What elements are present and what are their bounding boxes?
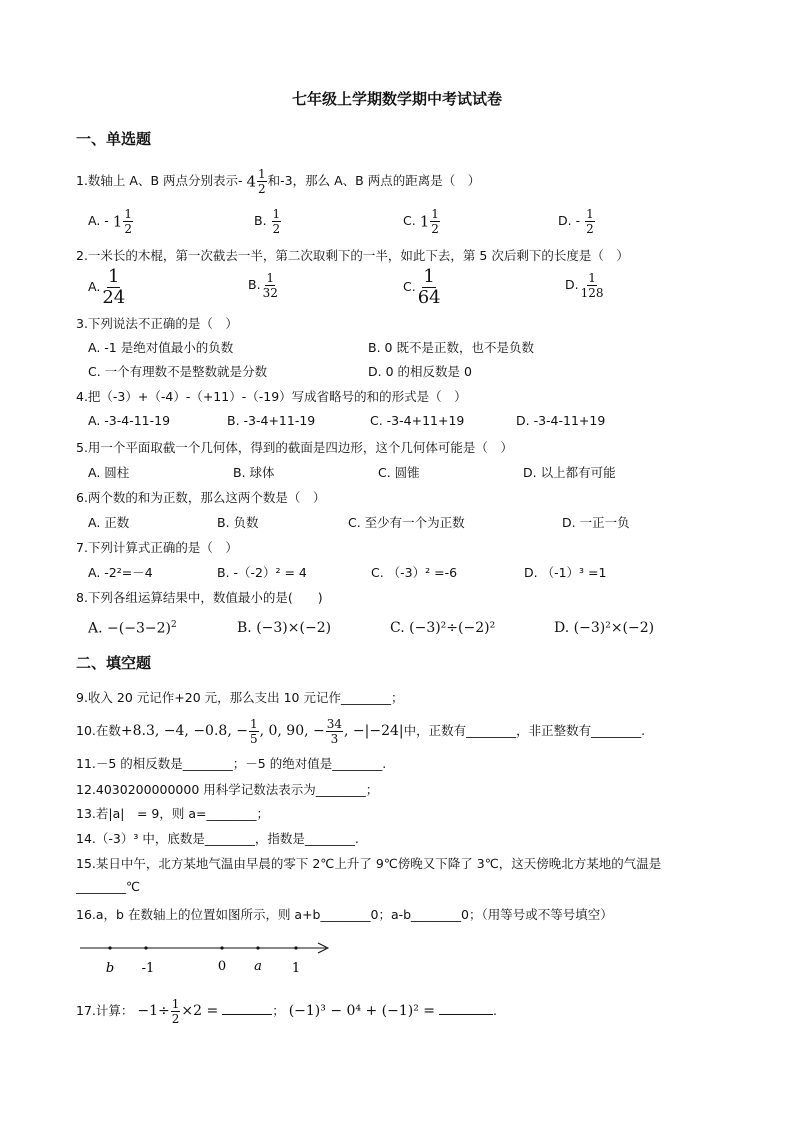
q4-option-b[interactable]: B. -3-4+11-19 [227, 413, 316, 428]
question-10: 10.在数+8.3, −4, −0.8, − $\frac{1}{5}$ , 0, 90, − $\frac{34}{3}$ , −|−24|中，正数有________，非正整数有________. [76, 717, 646, 746]
q2-option-a[interactable]: A. $\frac{1}{24}$ [88, 266, 126, 308]
number-line [76, 934, 346, 980]
q8-option-d[interactable]: D. (−3)²×(−2) [554, 620, 655, 636]
q7-option-a[interactable]: A. -2²=－4 [88, 565, 153, 580]
question-1 [76, 168, 480, 195]
question-5: 5.用一个平面取截一个几何体，得到的截面是四边形，这个几何体可能是（ ） [76, 440, 513, 455]
q1-whole: 4 [246, 172, 257, 191]
point-0 [220, 946, 223, 949]
q3-option-b[interactable]: B. 0 既不是正数，也不是负数 [368, 340, 534, 355]
q17-blank-1[interactable] [222, 1002, 272, 1015]
q1-option-d[interactable]: D. - $\frac{1}{2}$ [558, 207, 594, 236]
question-13: 13.若|a| = 9，则 a=________； [76, 806, 269, 821]
q2-option-b[interactable]: B. $\frac{1}{32}$ [248, 271, 278, 300]
q5-option-a[interactable]: A. 圆柱 [88, 465, 130, 480]
label-a: a [254, 959, 262, 974]
question-6: 6.两个数的和为正数，那么这两个数是（ ） [76, 490, 326, 505]
q17-blank-2[interactable] [439, 1002, 493, 1015]
question-17: 17.计算： −1÷ $\frac{1}{2}$ ×2 = ； (−1)³ − 0⁴ + (−1)² = . [76, 997, 497, 1026]
label-0: 0 [217, 959, 227, 974]
q7-option-b[interactable]: B. -（-2）² = 4 [217, 565, 307, 580]
question-4: 4.把（-3）+（-4）-（+11）-（-19）写成省略号的和的形式是（ ） [76, 389, 467, 404]
label-b: b [105, 961, 115, 976]
q6-option-c[interactable]: C. 至少有一个为正数 [348, 515, 465, 530]
q3-option-d[interactable]: D. 0 的相反数是 0 [368, 364, 472, 379]
q7-option-d[interactable]: D. （-1）³ =1 [524, 565, 607, 580]
question-15: 15.某日中午，北方某地气温由早晨的零下 2℃上升了 9℃傍晚又下降了 3℃，这天傍晚北方某地的气温是 [76, 856, 662, 871]
question-11: 11.－5 的相反数是________；－5 的绝对值是________. [76, 756, 387, 771]
question-12: 12.4030200000000 用科学记数法表示为________； [76, 782, 379, 797]
q6-option-a[interactable]: A. 正数 [88, 515, 130, 530]
question-3: 3.下列说法不正确的是（ ） [76, 316, 238, 331]
point-b [108, 946, 111, 949]
q4-option-d[interactable]: D. -3-4-11+19 [516, 413, 606, 428]
question-16: 16.a，b 在数轴上的位置如图所示，则 a+b________0；a-b________0；（用等号或不等号填空） [76, 907, 613, 922]
q4-option-a[interactable]: A. -3-4-11-19 [88, 413, 171, 428]
q4-option-c[interactable]: C. -3-4+11+19 [370, 413, 465, 428]
q1-option-b[interactable]: B. $\frac{1}{2}$ [254, 207, 281, 236]
question-14: 14.（-3）³ 中，底数是________，指数是________. [76, 831, 359, 846]
q8-option-b[interactable]: B. (−3)×(−2) [237, 620, 332, 636]
q1-suffix: 和-3，那么 A、B 两点的距离是（ ） [267, 173, 481, 188]
q2-option-c[interactable]: C. $\frac{1}{64}$ [403, 266, 441, 308]
label-neg1: -1 [141, 961, 155, 976]
question-2: 2.一米长的木棍，第一次截去一半，第二次取剩下的一半，如此下去，第 5 次后剩下的长度是（ ） [76, 248, 629, 263]
q5-option-b[interactable]: B. 球体 [233, 465, 275, 480]
q3-option-c[interactable]: C. 一个有理数不是整数就是分数 [88, 364, 268, 379]
point-a [256, 946, 259, 949]
question-15-blank: ________℃ [76, 879, 141, 894]
q1-option-a[interactable]: A. - 1 $\frac{1}{2}$ [88, 207, 132, 236]
section-heading-single-choice: 一、单选题 [76, 130, 152, 148]
page-title: 七年级上学期数学期中考试试卷 [291, 90, 502, 108]
section-heading-fill-blank: 二、填空题 [76, 654, 152, 672]
question-9: 9.收入 20 元记作+20 元，那么支出 10 元记作________； [76, 690, 404, 705]
q1-fraction: $\frac{1}{2}$ [258, 167, 266, 196]
q3-option-a[interactable]: A. -1 是绝对值最小的负数 [88, 340, 234, 355]
q6-option-b[interactable]: B. 负数 [217, 515, 259, 530]
q8-option-c[interactable]: C. (−3)²÷(−2)² [390, 620, 496, 636]
q5-option-d[interactable]: D. 以上都有可能 [523, 465, 616, 480]
point-neg1 [144, 946, 147, 949]
q8-option-a[interactable]: A. $-(-3-2)^2$ [88, 620, 177, 637]
point-1 [294, 946, 297, 949]
q5-option-c[interactable]: C. 圆锥 [378, 465, 420, 480]
question-8: 8.下列各组运算结果中，数值最小的是( ) [76, 590, 323, 605]
q1-prefix: 1.数轴上 A、B 两点分别表示- [76, 173, 247, 188]
question-7: 7.下列计算式正确的是（ ） [76, 540, 238, 555]
q2-option-d[interactable]: D. $\frac{1}{128}$ [565, 271, 604, 300]
q1-option-c[interactable]: C. 1 $\frac{1}{2}$ [403, 207, 439, 236]
label-1: 1 [291, 961, 301, 976]
q6-option-d[interactable]: D. 一正一负 [562, 515, 630, 530]
q7-option-c[interactable]: C. （-3）² =-6 [371, 565, 458, 580]
